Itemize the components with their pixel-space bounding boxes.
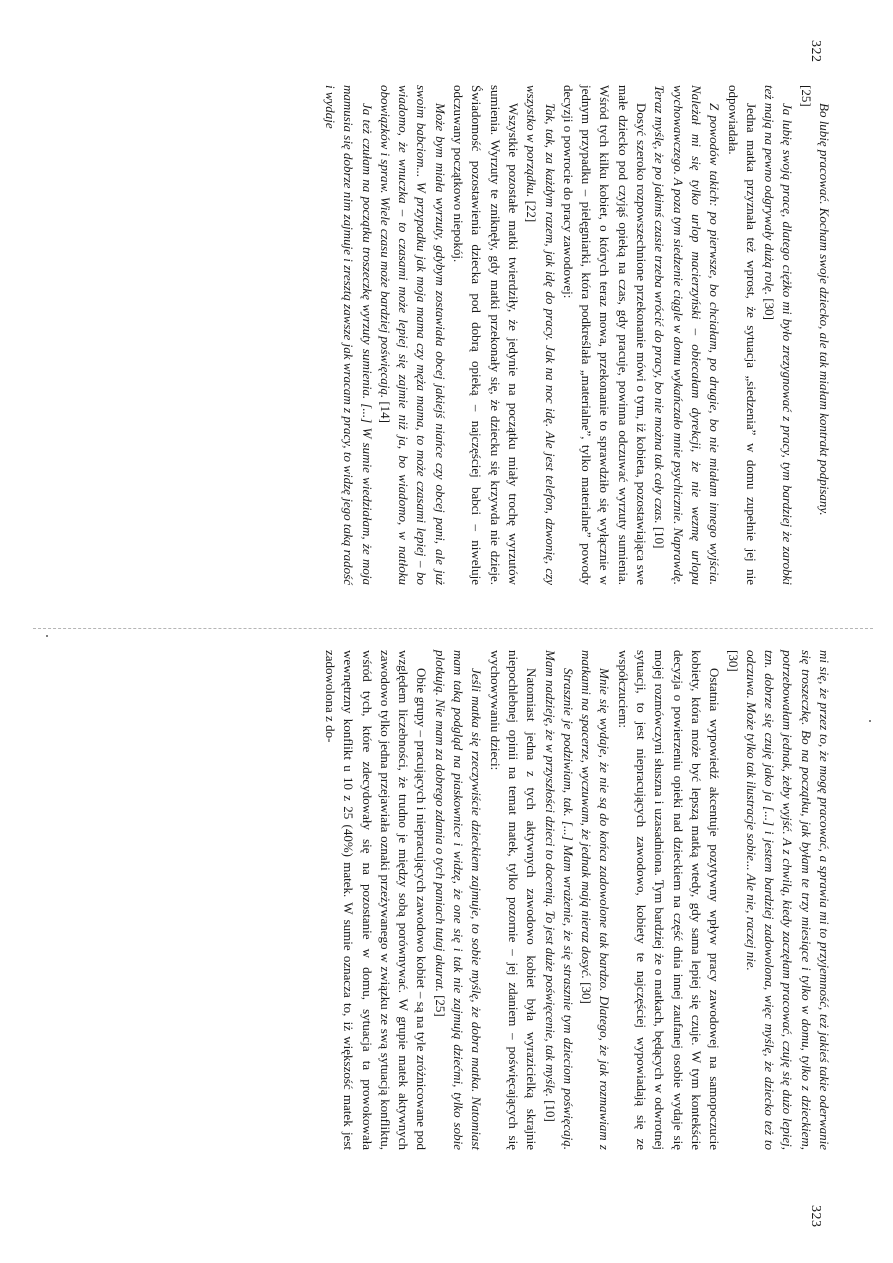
paragraph-text: Ja też czułam na początku troszeczkę wyrzuty sumienia. [...] W sumie wiedziałam, że moja mamusia się dobrze nim zajmuje i zresztą zawsze jak wracam z pracy, to widzę jego taką radość i wydaje [322, 85, 375, 585]
interview-quote [577, 650, 614, 1150]
paragraph-text: Strasznie je podziwiam, tak. [...] Mam wrażenie, że się strasznie tym dzieciom poświęcają. Mam nadzieję, że w przyszłości dzieci to docenią. To jest duże poświęcenie, tak myślę. [542, 650, 576, 1150]
body-paragraph [723, 85, 760, 585]
interview-quote [760, 85, 797, 585]
citation-ref: [22] [524, 200, 540, 223]
interview-quote [742, 650, 833, 1150]
paragraph-text: Z powodów takich: po pierwsze, bo chciałam, po drugie, bo nie miałam innego wyjścia. Należał mi się tylko urlop macierzyński – obiecałam dyrekcji, że nie wezmę urlopu wychowawczego. A poza tym siedzenie ciągle w domu wykańczało mnie psychicznie. Naprawdę. Teraz myślę, że po jakimś czasie trzeba wrócić do pracy, bo nie można tak cały czas. [652, 85, 723, 585]
page-gutter [33, 628, 873, 629]
citation-ref: [25] [432, 995, 448, 1017]
citation-ref: [30] [762, 298, 778, 320]
body-paragraph [449, 85, 522, 585]
body-paragraph [559, 85, 650, 585]
interview-quote [815, 85, 833, 585]
paragraph-text: Może bym miała wyrzuty, gdybym zostawiała obcej jakiejś niańce czy obcej pani, ale już swoim babciom... W przypadku jak moja mama czy męża mama, to może czasami lepiej – bo wiadomo, że wnuczka – to czasami może lepiej się zajmie niż ja, bo wiadomo, w natłoku obowiązków i spraw. Wiele czasu może bardziej poświęcają. [377, 85, 448, 585]
interview-quote [540, 650, 577, 1150]
citation-ref: [30] [725, 650, 741, 672]
paragraph-text: Tak, tak, za każdym razem, jak idę do pracy. Jak na noc idę. Ale jest telefon, dzwonię, czy wszystko w porządku. [524, 85, 558, 585]
paragraph-text: Jedna matka przyznała też wprost, że sytuacja „siedzenia” w domu zupełnie jej nie odpowiadała. [725, 85, 759, 585]
interview-quote [650, 85, 723, 585]
citation-ref: [30] [579, 982, 595, 1004]
page-number-right: 323 [808, 1205, 823, 1228]
interview-quote [522, 85, 559, 585]
paragraph-text: Dosyć szeroko rozpowszechnione przekonanie mówi o tym, iż kobieta, pozostawiająca swe małe dziecko pod czyjąś opieką na czas, gdy pracuje, powinna odczuwać wyrzuty sumienia. Wśród tych kilku kobiet, o których teraz mowa, przekonanie to sprawdziło się wyłącznie w jednym przypadku – pielęgniarki, która podkreślała „materialne”, tylko materialne” powody decyzji o powrocie do pracy zawodowej: [560, 85, 650, 585]
paragraph-text: Obie grupy – pracujących i niepracujących zawodowo kobiet – są na tyle zróżnicowane pod względem liczebności, że trudno je między sobą porównywać. W grupie matek aktywnych zawodowo tylko jedna przejawiała oznaki przeżywanego w związku ze swą sytuacją konfliktu, wśród tych, które zdecydowały się na pozostanie w domu, sytuacja ta prowokowała wewnętrzny konflikt u 10 z 25 (40%) matek. W sumie oznacza to, iż większość matek jest zadowolona z do- [322, 650, 430, 1150]
interview-quote [430, 650, 485, 1150]
paragraph-text: Bo lubię pracować. Kocham swoje dziecko, ale tak miałam kontrakt podpisany. [817, 103, 832, 516]
paragraph-text: mi się, że przez to, że mogę pracować, a sprawia mi to przyjemność, też jakieś takie oderwanie się troszeczkę. Bo na początku, jak byłam te trzy miesiące i tylko w domu, tylko z dzieckiem, potrzebowałam jednak, żeby wyjść. A z chwilą, kiedy zaczęłam pracować, czuję się dużo lepiej, tzn. dobrze się czuję jako ja [...] i jestem bardziej zadowolona, więc myślę, że dziecko też to odczuwa. Może tylko tak ilustracje sobie... Ale nie, raczej nie. [743, 650, 832, 1150]
citation-ref: [25] [798, 85, 814, 107]
paragraph-text: Jeśli matka się rzeczywiście dzieckiem zajmuje, to sobie myślę, że dobra matka. Natomiast mam taką podgląd na piaskownice i widzę, że one się i tak nie zajmują dziećmi, tylko sobie plotkują. Nie mam za dobrego zdania o tych paniach tutaj akurat. [432, 650, 485, 1150]
interview-quote [376, 85, 449, 585]
citation-ref: [10] [542, 1100, 558, 1122]
paragraph-text: Ostatnia wypowiedź akcentuje pozytywny wpływ pracy zawodowej na samopoczucie kobiety, która może być lepszą matką wtedy, gdy sama lepiej się czuje. W tym kontekście decyzja o powierzeniu opieki nad dzieckiem na część dnia innej zaufanej osobie wydaje się mojej rozmówczyni słuszna i uzasadniona. Tym bardziej że o matkach, będących w odwrotnej sytuacji, to jest niepracujących zawodowo, kobiety te najczęściej wypowiadają się ze współczuciem: [615, 650, 723, 1150]
scan-speck [46, 635, 48, 637]
interview-quote [321, 85, 376, 585]
left-page-text [321, 85, 833, 585]
citation-ref: [10] [652, 526, 668, 549]
paragraph-text: Natomiast jedna z tych aktywnych zawodowo kobiet była wyrazicielką skrajnie niepochlebnej opinii na temat matek, tylko pozornie – jej zdaniem – poświęcających się wychowywaniu dzieci: [487, 650, 540, 1150]
paragraph-text: Mnie się wydaje, że nie są do końca zadowolone tak bardzo. Dlatego, że jak rozmawiam z matkami na spacerze, wyczuwam, że jednak mają nieraz dosyć. [579, 650, 613, 1150]
body-paragraph [321, 650, 431, 1150]
paragraph-text: Ja lubię swoją pracę, dlatego ciężko mi było zrezygnować z pracy, tym bardziej że zarobki też mają na pewno odgrywały dużą rolę. [762, 85, 796, 585]
scan-speck [869, 720, 871, 722]
citation-ref: [14] [377, 401, 393, 423]
right-page-text [321, 650, 833, 1150]
body-paragraph [485, 650, 540, 1150]
body-paragraph [613, 650, 723, 1150]
paragraph-text: Wszystkie pozostałe matki twierdziły, że jedynie na początku miały trochę wyrzutów sumienia. Wyrzuty te zniknęły, gdy matki przekonały się, że dziecku się krzywda nie dzieje. Świadomość pozostawienia dziecka pod dobrą opieką – najczęściej babci – niweluje odczuwany początkowo niepokój. [451, 85, 521, 585]
page-number-left: 322 [808, 40, 823, 63]
